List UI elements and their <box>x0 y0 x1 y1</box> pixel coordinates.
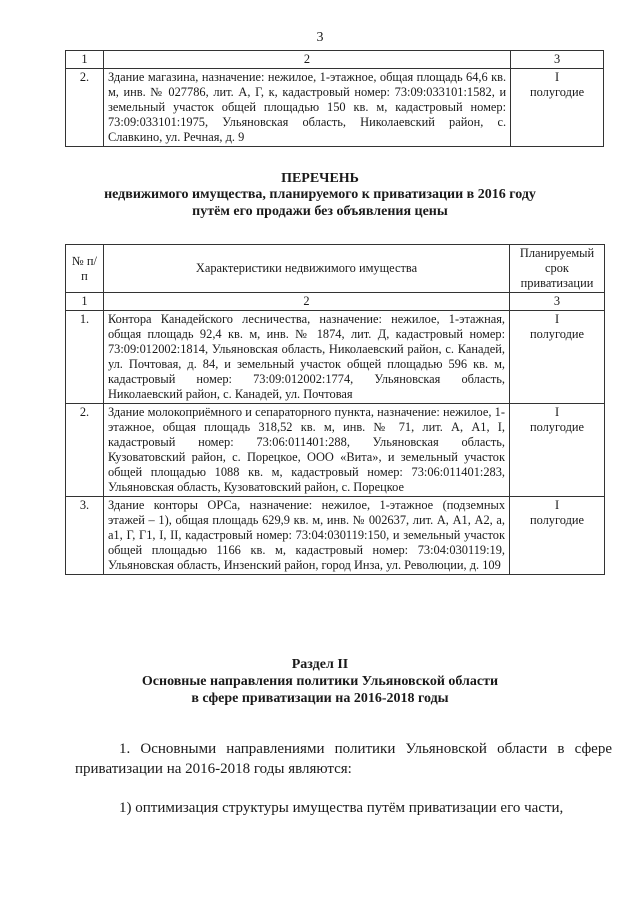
privatization-term <box>510 311 605 404</box>
property-description: Здание молокоприёмного и сепараторного пункта, назначение: нежилое, 1-этажное, общая площадь 318,52 кв. м, инв. № 71, лит. А, А1, I, кадастровый номер: 73:06:011401:288, Ульяновская область, Кузоватовский район, с. Порецкое, ООО «Вита», и земельный участок общей площадью 1088 кв. м, кадастровый номер: 73:06:011401:283, Ульяновская область, Кузоватовский район, с. Порецкое <box>103 404 509 497</box>
list-subtitle-line2: путём его продажи без объявления цены <box>192 204 448 219</box>
column-number-row <box>66 293 605 311</box>
privatization-term <box>511 69 604 147</box>
row-number: 2. <box>66 69 104 147</box>
property-table <box>65 244 605 575</box>
table-row <box>66 404 605 497</box>
list-subtitle-line1: недвижимого имущества, планируемого к приватизации в 2016 году <box>104 187 536 202</box>
property-description: Здание магазина, назначение: нежилое, 1-этажное, общая площадь 64,6 кв. м, инв. № 027786, лит. А, Г, к, кадастровый номер: 73:09:033101:1582, и земельный участок общей площадью 150 кв. м, кадастровый номер: 73:09:033101:1975, Ульяновская область, Николаевский район, с. Славкино, ул. Речная, д. 9 <box>103 69 510 147</box>
property-table-continued <box>65 50 604 147</box>
table-row <box>66 497 605 575</box>
header-number: № п/п <box>66 245 104 293</box>
term-sub: полугодие <box>529 85 585 99</box>
table-row <box>66 311 605 404</box>
term-main: I <box>554 312 560 326</box>
colnum-cell: 2 <box>103 51 510 69</box>
term-main: I <box>554 498 560 512</box>
colnum-cell: 1 <box>66 51 104 69</box>
property-description: Контора Канадейского лесничества, назначение: нежилое, 1-этажная, общая площадь 92,4 кв. м, инв. № 1874, лит. Д, кадастровый номер: 73:09:012002:1814, Ульяновская область, Николаевский район, с. Канадей, ул. Почтовая, д. 84, и земельный участок общей площадью 596 кв. м, кадастровый номер: 73:09:012002:1774, Ульяновская область, Николаевский район, с. Канадей, ул. Почтовая <box>103 311 509 404</box>
body-paragraph: 1. Основными направлениями политики Ульяновской области в сфере приватизации на 2016-2018 годы являются: <box>75 741 612 777</box>
colnum-cell: 1 <box>66 293 104 311</box>
header-description: Характеристики недвижимого имущества <box>103 245 509 293</box>
body-paragraph: 1) оптимизация структуры имущества путём приватизации его части, <box>119 800 564 816</box>
list-title: ПЕРЕЧЕНЬ <box>281 171 359 186</box>
page-number: 3 <box>316 30 324 45</box>
section-subtitle-line2: в сфере приватизации на 2016-2018 годы <box>191 691 449 706</box>
header-term: Планируемый срок приватизации <box>510 245 605 293</box>
header-row <box>66 245 605 293</box>
colnum-cell: 3 <box>511 51 604 69</box>
term-sub: полугодие <box>529 420 585 434</box>
row-number: 1. <box>66 311 104 404</box>
row-number: 2. <box>66 404 104 497</box>
privatization-term <box>510 404 605 497</box>
colnum-cell: 3 <box>510 293 605 311</box>
section-subtitle-line1: Основные направления политики Ульяновской области <box>141 674 499 689</box>
column-number-row <box>66 51 604 69</box>
term-sub: полугодие <box>529 327 585 341</box>
privatization-term <box>510 497 605 575</box>
term-main: I <box>554 70 560 84</box>
table-row <box>66 69 604 147</box>
colnum-cell: 2 <box>103 293 509 311</box>
term-main: I <box>554 405 560 419</box>
term-sub: полугодие <box>529 513 585 527</box>
property-description: Здание конторы ОРСа, назначение: нежилое, 1-этажное (подземных этажей – 1), общая площадь 629,9 кв. м, инв. № 002637, лит. А, А1, А2, а, а1, Г, Г1, I, II, кадастровый номер: 73:04:030119:150, и земельный участок общей площадью 1166 кв. м, кадастровый номер: 73:04:030119:19, Ульяновская область, Инзенский район, город Инза, ул. Революции, д. 109 <box>103 497 509 575</box>
section-title: Раздел II <box>291 657 349 672</box>
row-number: 3. <box>66 497 104 575</box>
